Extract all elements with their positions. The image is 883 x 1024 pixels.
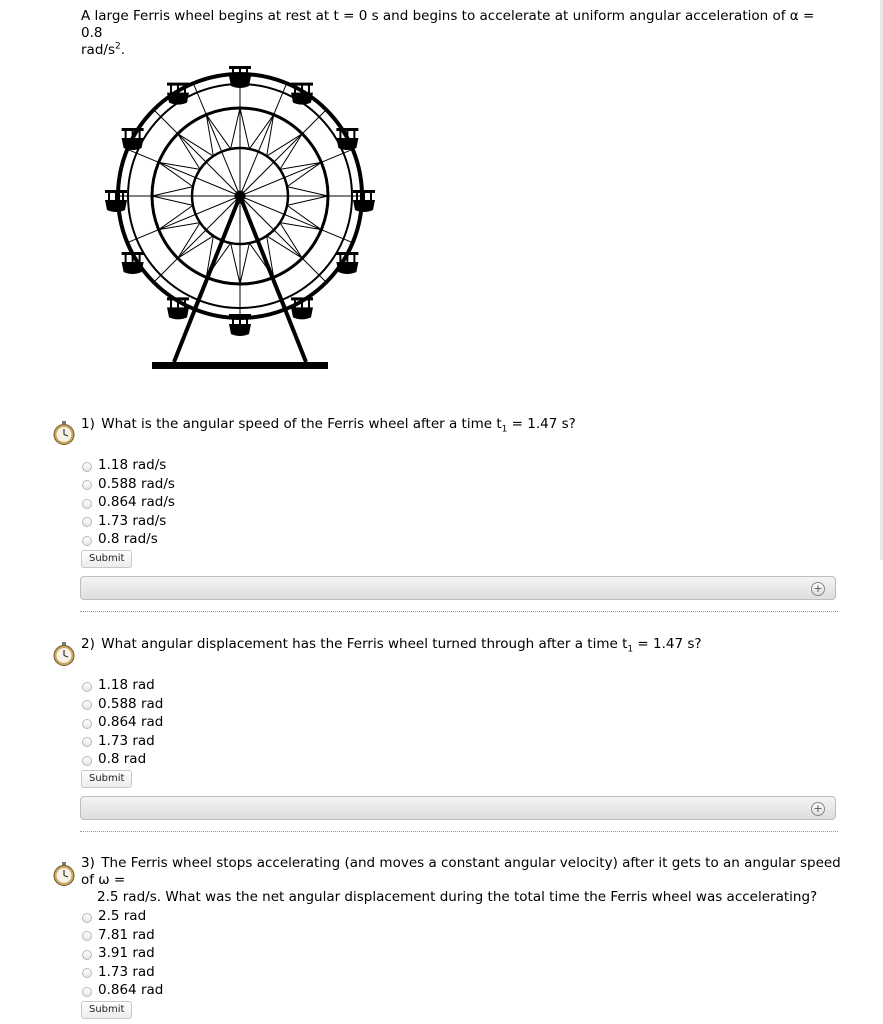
option[interactable]: 0.588 rad [82,695,163,714]
radio-button[interactable] [82,536,92,546]
divider [80,831,838,832]
option[interactable]: 3.91 rad [82,944,163,963]
radio-button[interactable] [82,931,92,941]
stopwatch-icon [53,642,75,666]
option[interactable]: 0.8 rad/s [82,530,175,549]
option[interactable]: 2.5 rad [82,907,163,926]
hint-bar[interactable] [80,796,836,820]
radio-button[interactable] [82,682,92,692]
divider [80,611,838,612]
option[interactable]: 1.73 rad/s [82,512,175,531]
radio-button[interactable] [82,719,92,729]
plus-icon[interactable]: + [811,582,825,596]
radio-button[interactable] [82,480,92,490]
radio-button[interactable] [82,737,92,747]
radio-button[interactable] [82,700,92,710]
submit-button[interactable]: Submit [81,1001,132,1019]
question-1-text: 1) What is the angular speed of the Ferris wheel after a time $t_1 = 1.47$ s? [81,416,576,435]
option[interactable]: 0.864 rad [82,981,163,1000]
ferris-wheel-image [96,66,384,376]
submit-button[interactable]: Submit [81,550,132,568]
option[interactable]: 1.18 rad [82,676,163,695]
option[interactable]: 0.588 rad/s [82,475,175,494]
hint-bar[interactable] [80,576,836,600]
stopwatch-icon [53,862,75,886]
submit-button[interactable]: Submit [81,770,132,788]
radio-button[interactable] [82,462,92,472]
radio-button[interactable] [82,968,92,978]
question-2-text: 2) What angular displacement has the Ferris wheel turned through after a time $t_1 = 1.47$ s? [81,636,702,655]
option[interactable]: 0.864 rad [82,713,163,732]
radio-button[interactable] [82,517,92,527]
option[interactable]: 1.73 rad [82,732,163,751]
plus-icon[interactable]: + [811,802,825,816]
question-3-text: 3) The Ferris wheel stops accelerating (and moves a constant angular velocity) after it gets to an angular speed of ω = 2.5 rad/s. What was the net angular displacement during the total time the Ferris wheel was accelerating? [81,855,841,905]
radio-button[interactable] [82,499,92,509]
radio-button[interactable] [82,987,92,997]
option[interactable]: 0.864 rad/s [82,493,175,512]
question-2-options [82,676,163,769]
stopwatch-icon [53,421,75,445]
option[interactable]: 7.81 rad [82,926,163,945]
radio-button[interactable] [82,913,92,923]
radio-button[interactable] [82,756,92,766]
question-1-options [82,456,175,549]
radio-button[interactable] [82,950,92,960]
question-3-options [82,907,163,1000]
option[interactable]: 0.8 rad [82,750,163,769]
problem-statement: A large Ferris wheel begins at rest at t = 0 s and begins to accelerate at uniform angular acceleration of α = 0.8 rad/$s^2$. [81,8,815,58]
option[interactable]: 1.18 rad/s [82,456,175,475]
option[interactable]: 1.73 rad [82,963,163,982]
